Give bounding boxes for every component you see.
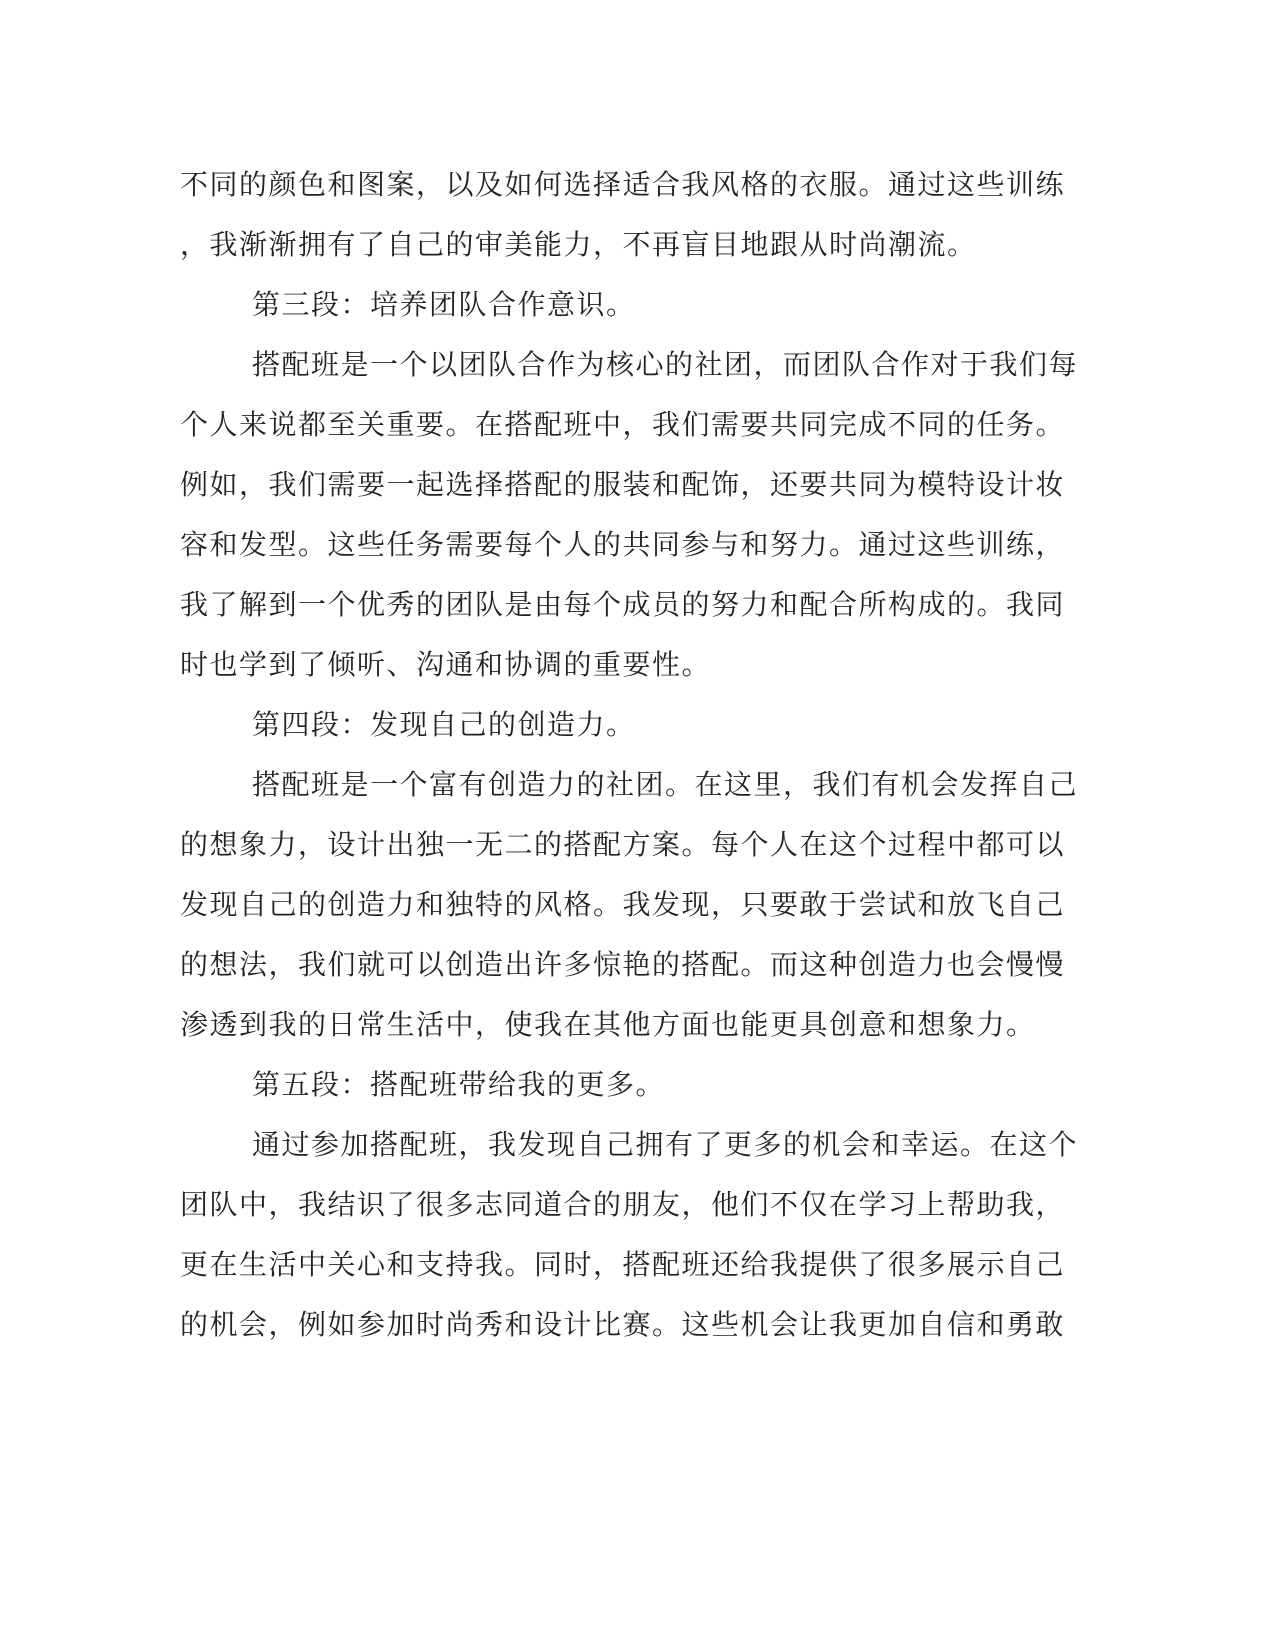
document-body [180, 155, 1079, 1355]
text-line: 搭配班是一个富有创造力的社团。在这里，我们有机会发挥自己 [252, 768, 1079, 801]
text-line: 时也学到了倾听、沟通和协调的重要性。 [180, 648, 712, 681]
section-heading-5: 第五段：搭配班带给我的更多。 [252, 1068, 666, 1101]
section-heading-4: 第四段：发现自己的创造力。 [252, 708, 636, 741]
text-line: 搭配班是一个以团队合作为核心的社团，而团队合作对于我们每 [252, 348, 1079, 381]
text-line: 不同的颜色和图案，以及如何选择适合我风格的衣服。通过这些训练 [180, 168, 1066, 201]
text-line: 我了解到一个优秀的团队是由每个成员的努力和配合所构成的。我同 [180, 588, 1066, 621]
text-line: 的机会，例如参加时尚秀和设计比赛。这些机会让我更加自信和勇敢 [180, 1308, 1066, 1341]
text-line: 个人来说都至关重要。在搭配班中，我们需要共同完成不同的任务。 [180, 408, 1066, 441]
text-line: 渗透到我的日常生活中，使我在其他方面也能更具创意和想象力。 [180, 1008, 1036, 1041]
text-line: 发现自己的创造力和独特的风格。我发现，只要敢于尝试和放飞自己 [180, 888, 1066, 921]
section-heading-3: 第三段：培养团队合作意识。 [252, 288, 636, 321]
text-line: 通过参加搭配班，我发现自己拥有了更多的机会和幸运。在这个 [252, 1128, 1079, 1161]
text-line: 的想法，我们就可以创造出许多惊艳的搭配。而这种创造力也会慢慢 [180, 948, 1066, 981]
text-line: 团队中，我结识了很多志同道合的朋友，他们不仅在学习上帮助我， [180, 1188, 1066, 1221]
text-line: 例如，我们需要一起选择搭配的服装和配饰，还要共同为模特设计妆 [180, 468, 1066, 501]
text-line: 更在生活中关心和支持我。同时，搭配班还给我提供了很多展示自己 [180, 1248, 1066, 1281]
text-line: ，我渐渐拥有了自己的审美能力，不再盲目地跟从时尚潮流。 [180, 228, 977, 261]
text-line: 容和发型。这些任务需要每个人的共同参与和努力。通过这些训练， [180, 528, 1066, 561]
text-line: 的想象力，设计出独一无二的搭配方案。每个人在这个过程中都可以 [180, 828, 1066, 861]
